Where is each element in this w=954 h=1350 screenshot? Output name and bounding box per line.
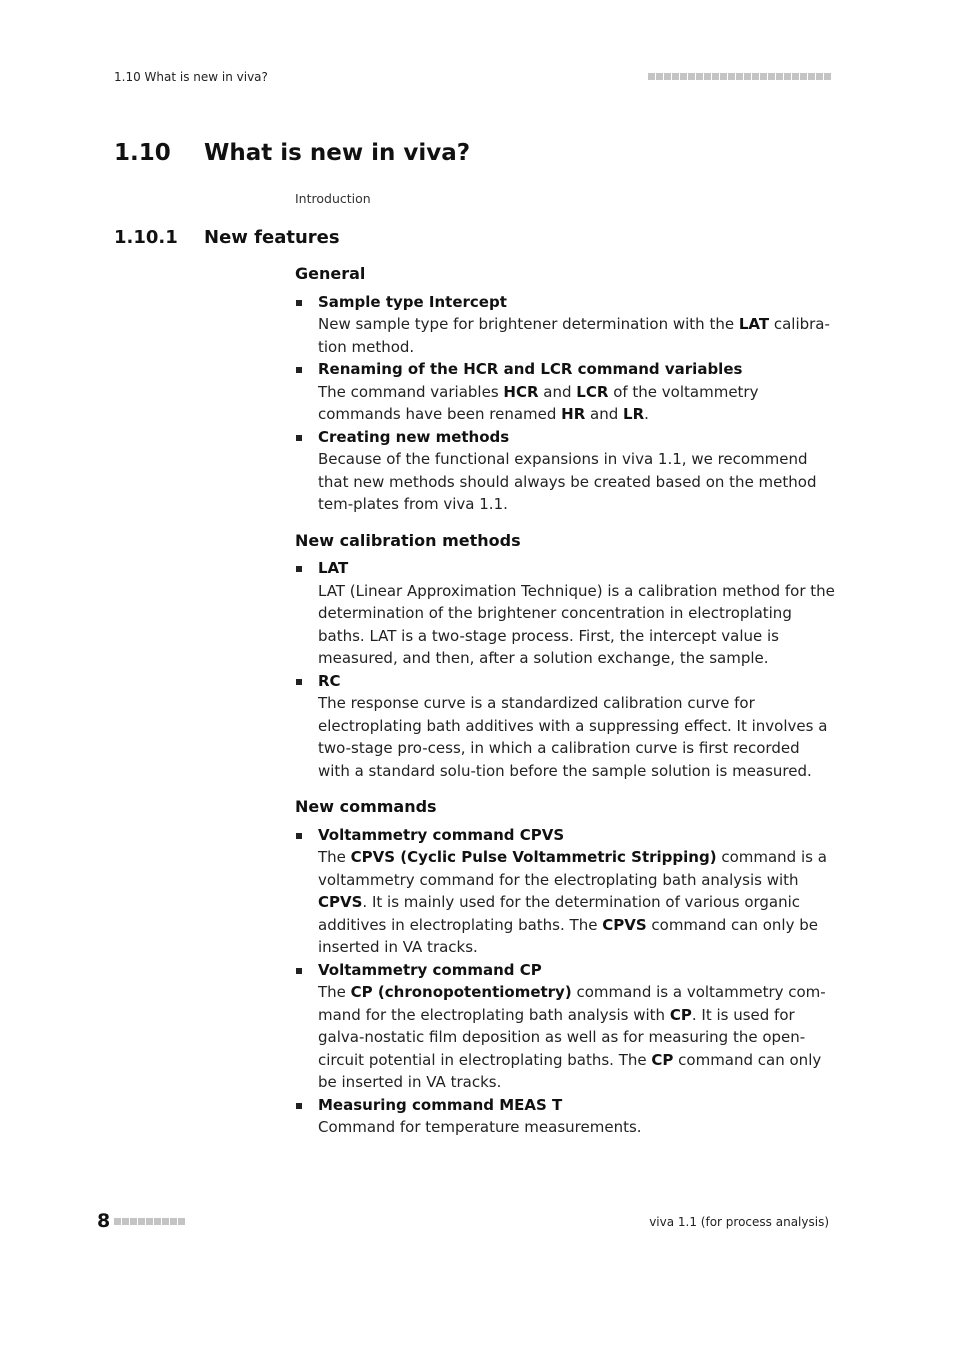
document-title: viva 1.1 (for process analysis) <box>649 1215 829 1229</box>
list-item <box>295 557 835 670</box>
item-body: Because of the functional expansions in viva 1.1, we recommend that new methods should always be created based on the method tem-plates from viva 1.1. <box>318 450 817 513</box>
subsection-title: New features <box>204 227 340 248</box>
list-item <box>295 824 835 959</box>
item-title: Creating new methods <box>318 427 510 446</box>
section-title: What is new in viva? <box>204 140 471 166</box>
commands-title: New commands <box>295 797 437 816</box>
list-item <box>295 1094 835 1139</box>
list-item <box>295 670 835 783</box>
calibration-title: New calibration methods <box>295 530 521 550</box>
general-title: General <box>295 264 366 283</box>
bullet-icon <box>296 968 302 974</box>
item-body: The CP (chronopotentiometry) command is a voltammetry com-mand for the electroplating bath analysis with CP. It is used for galva-nostatic film deposition as well as for measuring the open-circuit potential in electroplating baths. The CP command can only be inserted in VA tracks. <box>318 983 826 1091</box>
intro-label: Introduction <box>295 191 371 206</box>
running-header: 1.10 What is new in viva? <box>114 70 268 84</box>
item-title: Renaming of the HCR and LCR command variables <box>318 360 743 378</box>
item-body: LAT (Linear Approximation Technique) is a calibration method for the determination of the brightener concentration in electroplating baths. LAT is a two-stage process. First, the intercept value is measured, and then, after a solution exchange, the sample. <box>318 581 835 667</box>
item-body: The command variables HCR and LCR of the voltammetry commands have been renamed HR and LR. <box>318 382 759 423</box>
content-body <box>295 263 835 1139</box>
list-item <box>295 291 835 359</box>
bullet-icon <box>296 833 302 839</box>
item-body: Command for temperature measurements. <box>318 1118 642 1136</box>
section-heading <box>114 140 470 166</box>
bullet-icon <box>296 435 302 441</box>
item-title: Voltammetry command CP <box>318 960 542 979</box>
item-body: The response curve is a standardized calibration curve for electroplating bath additives with a suppressing effect. It involves a two-stage pro-cess, in which a calibration curve is first recorded with a standard solu-tion before the sample solution is measured. <box>318 694 828 780</box>
footer-decoration <box>114 1218 185 1225</box>
subsection-heading <box>114 227 340 248</box>
item-title: Sample type Intercept <box>318 292 507 311</box>
header-decoration <box>648 73 831 80</box>
bullet-icon <box>296 566 302 572</box>
list-item <box>295 358 835 426</box>
item-title: LAT <box>318 559 349 577</box>
list-item <box>295 426 835 516</box>
item-title: Voltammetry command CPVS <box>318 825 565 844</box>
bullet-icon <box>296 367 302 373</box>
item-body: The CPVS (Cyclic Pulse Voltammetric Stripping) command is a voltammetry command for the electroplating bath analysis with CPVS. It is mainly used for the determination of various organic additives in electroplating baths. The CPVS command can only be inserted in VA tracks. <box>318 848 827 956</box>
bullet-icon <box>296 1103 302 1109</box>
bullet-icon <box>296 300 302 306</box>
item-title: Measuring command MEAS T <box>318 1095 563 1114</box>
item-title: RC <box>318 671 341 690</box>
section-number: 1.10 <box>114 140 171 166</box>
subsection-number: 1.10.1 <box>114 227 178 248</box>
item-body: New sample type for brightener determination with the LAT calibra-tion method. <box>318 315 830 356</box>
list-item <box>295 959 835 1094</box>
page-number: 8 <box>97 1210 111 1232</box>
bullet-icon <box>296 679 302 685</box>
